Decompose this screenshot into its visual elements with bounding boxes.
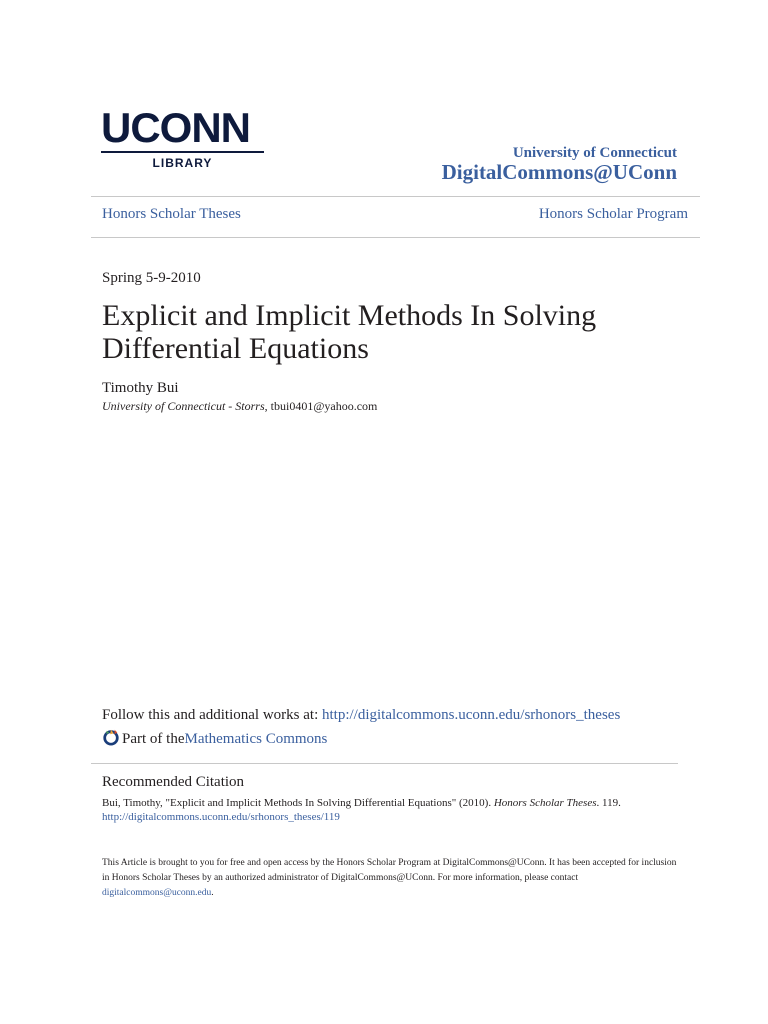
logo-subtitle: LIBRARY	[152, 156, 213, 170]
paper-title	[102, 299, 622, 365]
affiliation-separator: ,	[264, 399, 271, 413]
citation-url-link[interactable]: http://digitalcommons.uconn.edu/srhonors_theses/119	[102, 811, 340, 823]
affiliation-name: University of Connecticut - Storrs	[102, 399, 265, 413]
notice-line2: in Honors Scholar Theses by an authorized administrator of DigitalCommons@UConn. For more information, please contact	[102, 873, 579, 883]
citation-series: Honors Scholar Theses	[493, 797, 597, 809]
uconn-library-logo[interactable]	[101, 104, 264, 170]
follow-label: Follow this and additional works at:	[102, 707, 322, 723]
author-name: Timothy Bui	[102, 380, 179, 396]
nav-divider	[91, 237, 700, 238]
part-of-label: Part of the	[122, 730, 185, 747]
part-of-line	[102, 730, 327, 748]
repository-link[interactable]: DigitalCommons@UConn	[441, 160, 677, 184]
nav-honors-scholar-program[interactable]: Honors Scholar Program	[538, 206, 688, 222]
paper-title-line1: Explicit and Implicit Methods In Solving	[102, 299, 597, 332]
citation-divider	[91, 763, 678, 764]
author-email: tbui0401@yahoo.com	[270, 399, 378, 413]
logo-wordmark: UCONN	[101, 104, 250, 151]
bepress-icon	[102, 728, 120, 746]
citation-number: . 119.	[596, 797, 621, 809]
logo-divider	[101, 151, 264, 153]
follow-url-link[interactable]: http://digitalcommons.uconn.edu/srhonors_theses	[321, 707, 621, 723]
author-affiliation	[102, 399, 377, 414]
citation-block	[102, 796, 702, 824]
citation-text: Bui, Timothy, "Explicit and Implicit Methods In Solving Differential Equations" (2010).	[102, 797, 494, 809]
paper-title-line2: Differential Equations	[102, 332, 369, 365]
notice-end: .	[211, 888, 214, 898]
header-divider	[91, 196, 700, 197]
university-name: University of Connecticut	[512, 145, 677, 161]
recommended-citation-heading: Recommended Citation	[102, 774, 245, 790]
mathematics-commons-link[interactable]: Mathematics Commons	[184, 730, 328, 747]
contact-email-link[interactable]: digitalcommons@uconn.edu	[102, 888, 212, 898]
publication-date: Spring 5-9-2010	[102, 270, 201, 286]
follow-line	[102, 707, 620, 724]
access-notice	[102, 856, 682, 901]
notice-line1: This Article is brought to you for free and open access by the Honors Scholar Program at DigitalCommons@UConn. It has been accepted for inclusion	[102, 858, 677, 868]
nav-honors-scholar-theses[interactable]: Honors Scholar Theses	[102, 206, 241, 222]
